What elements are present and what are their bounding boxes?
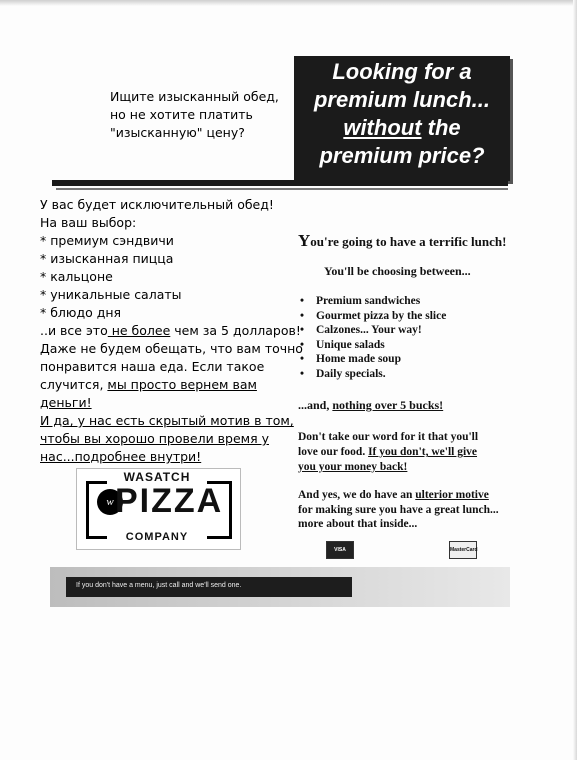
- en-yes-1u: ulterior motive: [415, 489, 489, 501]
- ru-item: * уникальные салаты: [40, 287, 182, 302]
- ru-line-promise-2: понравится наша еда. Если такое: [40, 359, 265, 374]
- en-list-item: • Home made soup: [298, 352, 520, 367]
- headline-line-3: [294, 114, 510, 142]
- en-list-item: • Premium sandwiches: [298, 294, 520, 309]
- ru-item: * изысканная пицца: [40, 251, 174, 266]
- ru-line-motive-2: чтобы вы хорошо провели время у: [40, 431, 269, 446]
- en-guarantee: [298, 430, 520, 475]
- headline-without: without: [343, 115, 422, 140]
- wasatch-pizza-logo: [76, 468, 241, 550]
- headline-text: [294, 58, 510, 170]
- ru-intro-line-1: Ищите изысканный обед,: [110, 89, 279, 104]
- en-list-item: • Unique salads: [298, 338, 520, 353]
- headline-line-1: Looking for a: [332, 59, 472, 84]
- ru-item: * премиум сэндвичи: [40, 233, 174, 248]
- ru-price-underlined: не более: [107, 323, 171, 338]
- en-menu-list: [298, 294, 520, 382]
- logo-badge-icon: w: [97, 489, 123, 515]
- ru-promise-3a: случится,: [40, 377, 108, 392]
- ru-line-promise-4: деньги!: [40, 395, 92, 410]
- ru-line-promise-3: [40, 376, 285, 394]
- en-take-1: Don't take our word for it that you'll: [298, 431, 479, 443]
- en-nothing-over: [298, 398, 520, 413]
- ru-line-motive-3: нас...подробнее внутри!: [40, 449, 202, 464]
- divider-bar: [52, 180, 508, 186]
- ru-price-a: ..и все это: [40, 323, 108, 338]
- en-nothing-u: nothing over 5 bucks!: [332, 398, 444, 412]
- en-take-2u: If you don't, we'll give: [368, 446, 478, 458]
- en-choose: You'll be choosing between...: [324, 264, 471, 278]
- ru-intro-line-2: но не хотите платить: [110, 107, 253, 122]
- en-yes-1a: And yes, we do have an: [298, 489, 416, 501]
- en-yes-3: more about that inside...: [298, 518, 418, 530]
- ru-item: * кальцоне: [40, 269, 113, 284]
- ru-price-b: чем за 5 долларов!: [170, 323, 301, 338]
- en-take-2a: love our food.: [298, 446, 369, 458]
- ru-intro-line-3: "изысканную" цену?: [110, 125, 245, 140]
- ru-item: * блюдо дня: [40, 305, 122, 320]
- ru-line-price: [40, 322, 301, 340]
- visa-card-icon: VISA: [326, 541, 354, 559]
- en-list-item: • Gourmet pizza by the slice: [298, 309, 520, 324]
- ru-line-choice: На ваш выбор:: [40, 215, 137, 230]
- bottom-strip-text: If you don't have a menu, just call and we'll send one.: [76, 582, 242, 589]
- en-yes-2: for making sure you have a great lunch...: [298, 503, 499, 516]
- ru-line-promise-1: Даже не будем обещать, что вам точно: [40, 341, 303, 356]
- en-list-item: • Daily specials.: [298, 367, 520, 382]
- logo-wasatch: WASATCH: [107, 470, 207, 484]
- mastercard-icon: MasterCard: [449, 541, 477, 559]
- headline-line-4: premium price?: [319, 143, 485, 168]
- bottom-strip: [66, 577, 352, 597]
- ru-main-text: [40, 196, 303, 466]
- headline-box: [294, 56, 510, 181]
- logo-pizza: PIZZA: [115, 482, 224, 520]
- en-list-item: • Calzones... Your way!: [298, 323, 520, 338]
- en-title: [298, 231, 520, 251]
- en-title-rest: ou're going to have a terrific lunch!: [310, 234, 507, 249]
- page-top-shadow: [0, 0, 577, 6]
- ru-line-motive-1: И да, у нас есть скрытый мотив в том,: [40, 413, 294, 428]
- headline-line-2: premium lunch...: [313, 87, 491, 112]
- en-title-cap: Y: [298, 231, 311, 250]
- page-right-shadow: [573, 0, 577, 760]
- logo-company: COMPANY: [107, 531, 207, 543]
- en-yes-1: [298, 488, 520, 503]
- en-take-3: you your money back!: [298, 461, 408, 473]
- headline-the: the: [421, 115, 461, 140]
- en-nothing-a: ...and,: [298, 398, 333, 412]
- en-take-2: [298, 445, 520, 460]
- ru-intro: [110, 88, 290, 142]
- en-motive: [298, 488, 520, 532]
- divider-bar-thin: [56, 188, 508, 190]
- ru-line-exclusive: У вас будет исключительный обед!: [40, 197, 274, 212]
- ru-promise-3u: мы просто вернем вам: [107, 377, 257, 392]
